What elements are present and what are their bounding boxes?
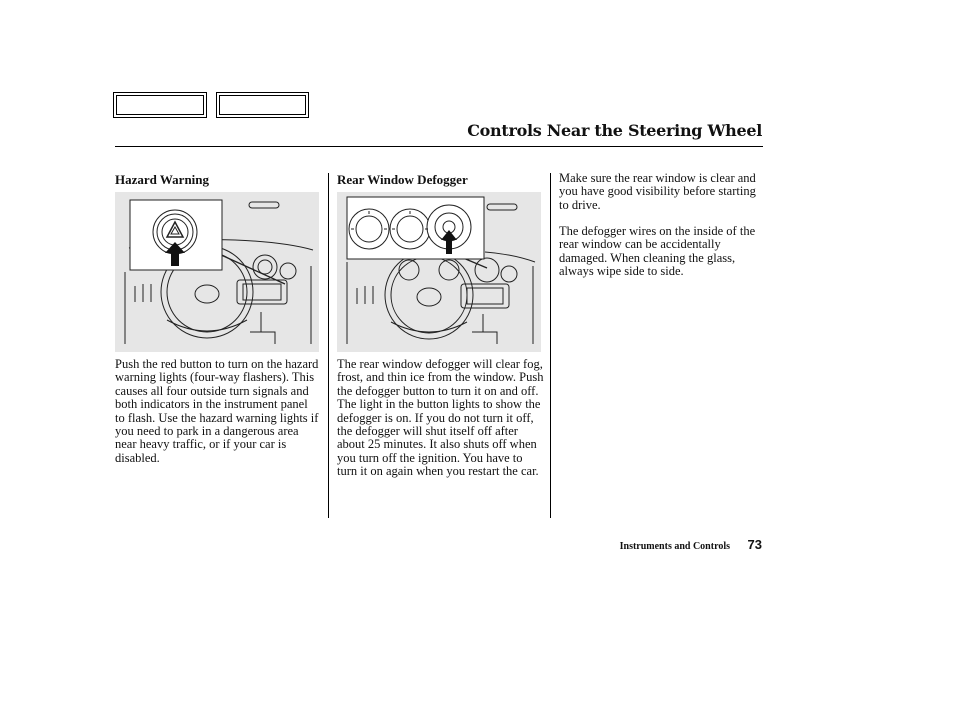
rear-window-defogger-illustration xyxy=(337,192,541,352)
defogger-dashboard-drawing xyxy=(337,192,541,352)
page-title: Controls Near the Steering Wheel xyxy=(467,121,762,140)
rear-window-defogger-text: The rear window defogger will clear fog, frost, and thin ice from the window. Push the defogger button to turn it on and off. The light in the button lights to show the defogger is on. If you do not turn it off, the defogger will shut itself off after about 25 minutes. It also shuts off when you turn off the ignition. You have to turn it on again when you restart the car. xyxy=(337,357,544,479)
rear-window-visibility-text: Make sure the rear window is clear and you have good visibility before starting to drive. xyxy=(559,171,756,212)
column-divider-1 xyxy=(328,173,329,518)
title-rule xyxy=(115,146,763,147)
defogger-wires-caution-text: The defogger wires on the inside of the rear window can be accidentally damaged. When cleaning the glass, always wipe side to side. xyxy=(559,224,756,279)
nav-tab-box-1[interactable] xyxy=(113,92,207,118)
hazard-warning-text: Push the red button to turn on the hazard warning lights (four-way flashers). This causes all four outside turn signals and both indicators in the instrument panel to flash. Use the hazard warning lights if you need to park in a dangerous area near heavy traffic, or if your car is disabled. xyxy=(115,357,319,465)
page-number: 73 xyxy=(747,537,762,552)
hazard-warning-illustration xyxy=(115,192,319,352)
footer-section-label: Instruments and Controls xyxy=(619,541,730,552)
dashboard-drawing xyxy=(115,192,319,352)
rear-window-defogger-heading: Rear Window Defogger xyxy=(337,172,468,187)
hazard-warning-heading: Hazard Warning xyxy=(115,172,210,187)
column-divider-2 xyxy=(550,173,551,518)
nav-tab-box-2[interactable] xyxy=(216,92,309,118)
